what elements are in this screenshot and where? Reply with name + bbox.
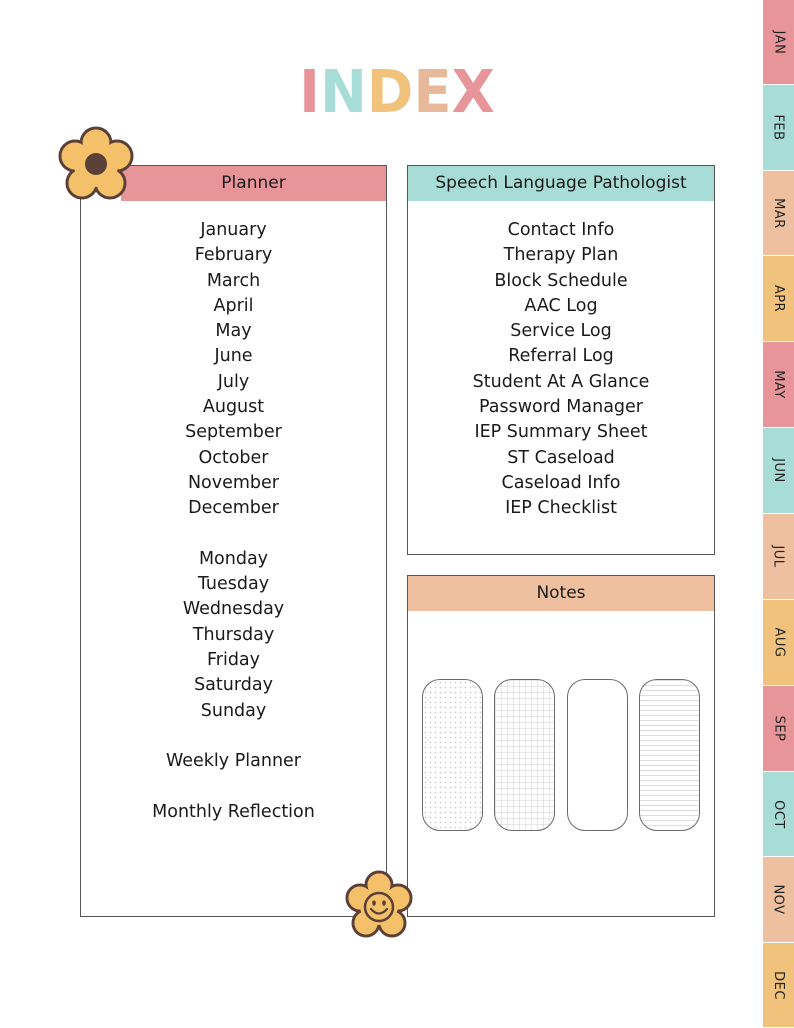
slp-link-referral-log[interactable]: Referral Log — [508, 346, 614, 367]
slp-link-therapy-plan[interactable]: Therapy Plan — [503, 245, 619, 266]
slp-link-st-caseload[interactable]: ST Caseload — [507, 447, 615, 468]
tab-label: JUL — [771, 545, 786, 568]
planner-link-december[interactable]: December — [188, 498, 279, 519]
tab-mar[interactable] — [763, 171, 794, 256]
tab-aug[interactable] — [763, 600, 794, 686]
planner-link-april[interactable]: April — [213, 295, 254, 316]
title-letter: X — [451, 58, 495, 127]
notes-header[interactable]: Notes — [408, 576, 714, 611]
planner-link-may[interactable]: May — [215, 321, 252, 342]
tab-oct[interactable] — [763, 772, 794, 857]
slp-list — [408, 218, 714, 522]
notes-panel — [407, 575, 715, 917]
planner-link-february[interactable]: February — [194, 245, 273, 266]
tab-label: AUG — [770, 627, 786, 658]
tab-label: APR — [770, 284, 786, 313]
page-title — [0, 58, 794, 128]
tab-may[interactable] — [763, 342, 794, 428]
slp-link-block-schedule[interactable]: Block Schedule — [494, 270, 628, 291]
planner-link-august[interactable]: August — [202, 397, 265, 418]
list-spacer — [81, 724, 386, 749]
month-tabs — [763, 0, 794, 1028]
planner-link-july[interactable]: July — [217, 371, 250, 392]
planner-link-september[interactable]: September — [185, 422, 282, 443]
slp-link-service-log[interactable]: Service Log — [510, 321, 612, 342]
tab-apr[interactable] — [763, 256, 794, 342]
planner-link-october[interactable]: October — [198, 447, 269, 468]
planner-link-monday[interactable]: Monday — [198, 548, 269, 569]
tab-jul[interactable] — [763, 514, 794, 600]
planner-link-march[interactable]: March — [206, 270, 261, 291]
tab-feb[interactable] — [763, 85, 794, 171]
title-letter: I — [299, 58, 321, 127]
tab-label: JUN — [770, 458, 786, 483]
slp-link-iep-checklist[interactable]: IEP Checklist — [505, 498, 617, 519]
slp-link-aac-log[interactable]: AAC Log — [524, 295, 598, 316]
slp-link-student-at-a-glance[interactable]: Student At A Glance — [472, 371, 650, 392]
planner-link-june[interactable]: June — [214, 346, 253, 367]
tab-label: SEP — [771, 715, 786, 742]
planner-link-tuesday[interactable]: Tuesday — [197, 574, 270, 595]
planner-link-january[interactable]: January — [200, 220, 267, 240]
notes-pad-dot-grid[interactable] — [422, 679, 483, 831]
slp-header: Speech Language Pathologist — [408, 166, 714, 201]
title-letter: D — [366, 58, 414, 127]
slp-link-iep-summary-sheet[interactable]: IEP Summary Sheet — [474, 422, 648, 443]
list-spacer — [81, 775, 386, 800]
title-letter: N — [320, 58, 367, 127]
flower-icon — [54, 123, 138, 207]
slp-link-contact-info[interactable]: Contact Info — [507, 220, 615, 240]
planner-link-wednesday[interactable]: Wednesday — [182, 599, 285, 620]
planner-link-weekly-planner[interactable]: Weekly Planner — [165, 751, 301, 772]
tab-label: MAY — [770, 370, 786, 399]
planner-link-friday[interactable]: Friday — [206, 650, 261, 671]
tab-label: NOV — [771, 884, 786, 915]
tab-jun[interactable] — [763, 428, 794, 514]
tab-label: JAN — [770, 30, 786, 54]
slp-link-caseload-info[interactable]: Caseload Info — [501, 472, 621, 493]
planner-header: Planner — [121, 166, 386, 201]
smiley-flower-icon — [341, 868, 417, 946]
tab-dec[interactable] — [763, 943, 794, 1028]
planner-link-sunday[interactable]: Sunday — [200, 700, 267, 721]
tab-label: MAR — [771, 197, 786, 229]
planner-link-monthly-reflection[interactable]: Monthly Reflection — [152, 801, 315, 822]
notes-pad-lined[interactable] — [639, 679, 700, 831]
notes-pad-blank[interactable] — [567, 679, 628, 831]
planner-list — [81, 218, 386, 825]
tab-label: OCT — [770, 799, 786, 829]
slp-panel — [407, 165, 715, 555]
slp-link-password-manager[interactable]: Password Manager — [478, 397, 643, 418]
planner-link-november[interactable]: November — [187, 472, 280, 493]
tab-nov[interactable] — [763, 857, 794, 943]
title-letter: E — [413, 58, 452, 127]
notes-pad-square-grid[interactable] — [494, 679, 555, 831]
list-spacer — [81, 522, 386, 547]
tab-sep[interactable] — [763, 686, 794, 772]
tab-label: DEC — [771, 970, 786, 1000]
planner-panel — [80, 165, 387, 917]
tab-label: FEB — [771, 114, 786, 141]
tab-jan[interactable] — [763, 0, 794, 85]
planner-link-thursday[interactable]: Thursday — [192, 624, 275, 645]
planner-link-saturday[interactable]: Saturday — [194, 675, 273, 696]
